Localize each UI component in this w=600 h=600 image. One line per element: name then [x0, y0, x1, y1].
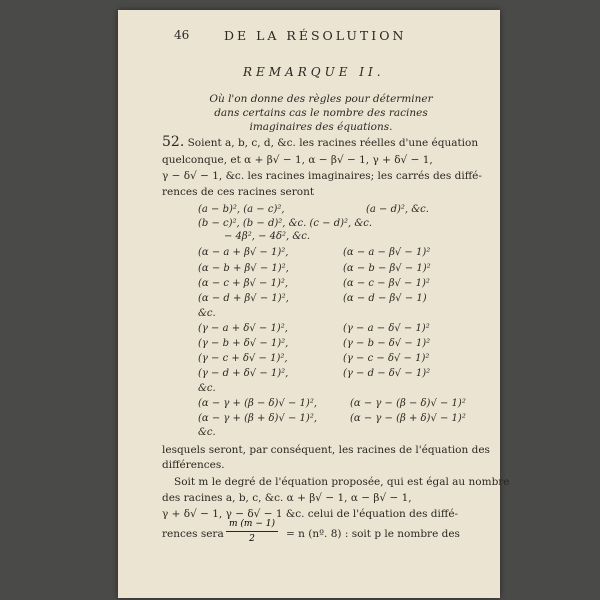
formula-row: (γ − c − δ√ − 1)²: [343, 353, 430, 364]
formula-row: (a − b)², (a − c)²,: [198, 204, 285, 215]
fraction-numerator: m (m − 1): [229, 519, 275, 529]
formula-row: (α − γ + (β − δ)√ − 1)²,: [198, 398, 318, 409]
text-line: Soient a, b, c, d, &c. les racines réelles d'une équation: [187, 137, 479, 149]
book-page: [118, 10, 510, 598]
formula-row: (γ − b − δ√ − 1)²: [343, 338, 431, 349]
formula-row: &c.: [198, 383, 216, 394]
paragraph-line: γ + δ√ − 1, γ − δ√ − 1 &c. celui de l'équation des diffé-: [162, 508, 459, 520]
formula-row: (α − c − β√ − 1)²: [343, 278, 430, 289]
section-subtitle: Où l'on donne des règles pour déterminer dans certains cas le nombre des racines imaginaires des équations.: [209, 93, 433, 133]
paragraph-line: des racines a, b, c, &c. α + β√ − 1, α − β√ − 1,: [162, 492, 412, 504]
paragraph-52-line-1: [162, 134, 478, 150]
paragraph-number: 52.: [162, 134, 185, 150]
formula-row: (α − d + β√ − 1)²,: [198, 293, 289, 304]
formula-row: (γ − d − δ√ − 1)²: [343, 368, 431, 379]
formula-row: (γ − d + δ√ − 1)²,: [198, 368, 289, 379]
formula-row: (α − γ + (β + δ)√ − 1)²,: [198, 413, 318, 424]
running-title: DE LA RÉSOLUTION: [224, 28, 407, 43]
formula-row: (α − c + β√ − 1)²,: [198, 278, 289, 289]
formula-row: (α − a + β√ − 1)²,: [198, 247, 289, 258]
formula-row: (α − d − β√ − 1): [343, 293, 427, 304]
fraction-denominator: 2: [249, 534, 255, 544]
paragraph-52-line-4: rences de ces racines seront: [162, 186, 315, 198]
formula-row: (α − a − β√ − 1)²: [343, 247, 431, 258]
formula-row: &c.: [198, 308, 216, 319]
fraction-bar: [226, 531, 278, 532]
paragraph-52-line-3: γ − δ√ − 1, &c. les racines imaginaires; les carrés des diffé-: [162, 170, 482, 182]
paragraph-line: = n (nº. 8) : soit p le nombre des: [286, 528, 460, 540]
paragraph-52-line-2: quelconque, et α + β√ − 1, α − β√ − 1, γ + δ√ − 1,: [162, 154, 433, 166]
paragraph-line: rences sera: [162, 528, 224, 540]
page-number: 46: [174, 28, 190, 42]
formula-row: (γ − c + δ√ − 1)²,: [198, 353, 288, 364]
formula-row: − 4β², − 4δ², &c.: [224, 231, 311, 242]
formula-row: (α − γ − (β + δ)√ − 1)²: [350, 413, 466, 424]
formula-row: (α − b + β√ − 1)²,: [198, 263, 289, 274]
paragraph-line: Soit m le degré de l'équation proposée, qui est égal au nombre: [174, 476, 510, 488]
formula-row: &c.: [198, 427, 216, 438]
paragraph-line: différences.: [162, 459, 225, 471]
formula-row: (a − d)², &c.: [366, 204, 429, 215]
formula-row: (α − b − β√ − 1)²: [343, 263, 431, 274]
formula-row: (α − γ − (β − δ)√ − 1)²: [350, 398, 466, 409]
formula-row: (γ − a − δ√ − 1)²: [343, 323, 430, 334]
formula-row: (γ − b + δ√ − 1)²,: [198, 338, 289, 349]
section-title: REMARQUE II.: [243, 65, 385, 79]
paragraph-line: lesquels seront, par conséquent, les racines de l'équation des: [162, 444, 490, 456]
formula-row: (b − c)², (b − d)², &c. (c − d)², &c.: [198, 218, 373, 229]
formula-row: (γ − a + δ√ − 1)²,: [198, 323, 288, 334]
